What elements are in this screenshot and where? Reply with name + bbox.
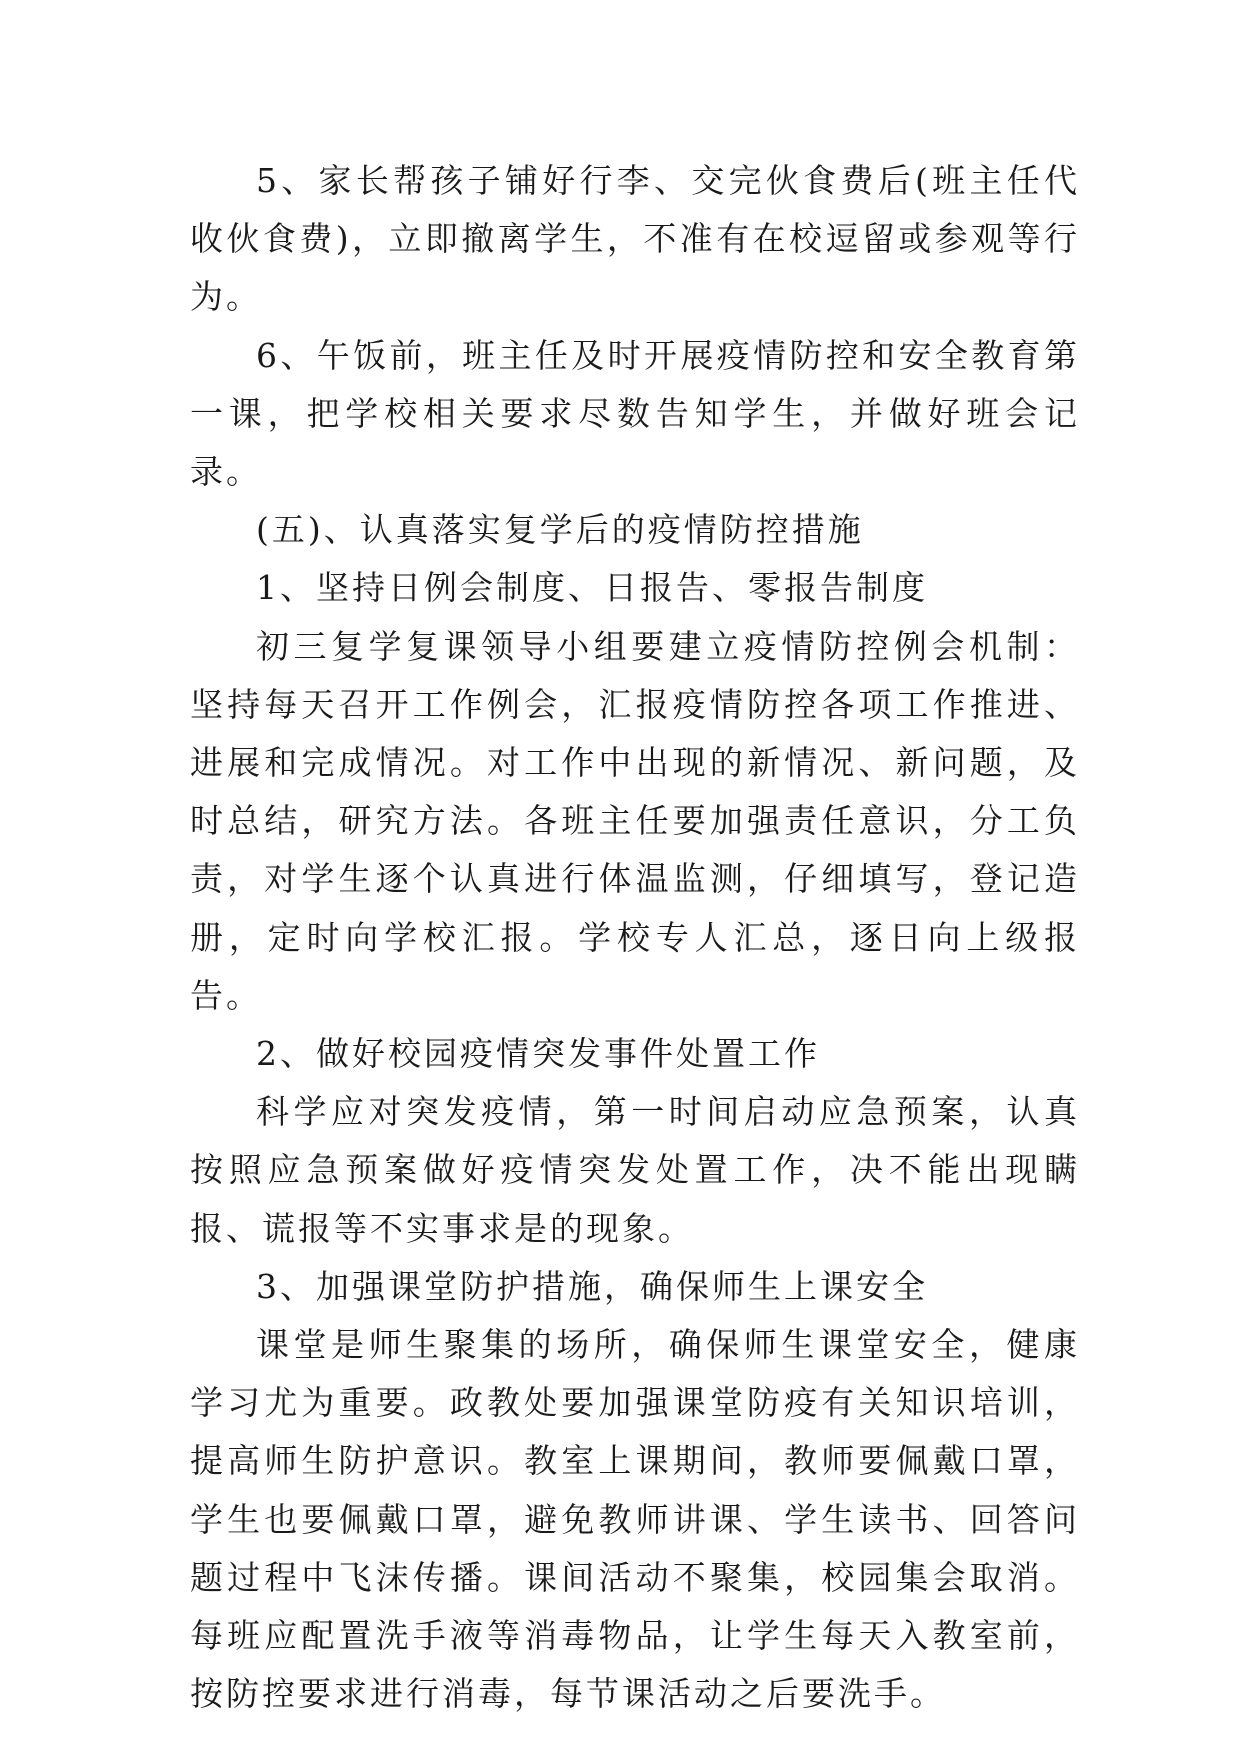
subheading-3: 3、加强课堂防护措施，确保师生上课安全 xyxy=(256,1266,928,1306)
paragraph-item-6: 6、午饭前，班主任及时开展疫情防控和安全教育第一课，把学校相关要求尽数告知学生，并做好班会记录。 xyxy=(190,335,1080,492)
paragraph-emergency: 科学应对突发疫情，第一时间启动应急预案，认真按照应急预案做好疫情突发处置工作，决不能出现瞒报、谎报等不实事求是的现象。 xyxy=(190,1092,1080,1248)
subheading-2: 2、做好校园疫情突发事件处置工作 xyxy=(256,1034,820,1074)
subheading-1: 1、坚持日例会制度、日报告、零报告制度 xyxy=(256,568,928,608)
paragraph-item-5: 5、家长帮孩子铺好行李、交完伙食费后(班主任代收伙食费)，立即撤离学生，不准有在校逗留或参观等行为。 xyxy=(190,161,1080,317)
paragraph-meeting-system: 初三复学复课领导小组要建立疫情防控例会机制：坚持每天召开工作例会，汇报疫情防控各项工作推进、进展和完成情况。对工作中出现的新情况、新问题，及时总结，研究方法。各班主任要加强责任意识，分工负责，对学生逐个认真进行体温监测，仔细填写，登记造册，定时向学校汇报。学校专人汇总，逐日向上级报告。 xyxy=(190,626,1080,1015)
document-page xyxy=(190,152,1080,1723)
section-heading-5: (五)、认真落实复学后的疫情防控措施 xyxy=(256,510,864,550)
paragraph-classroom: 课堂是师生聚集的场所，确保师生课堂安全，健康学习尤为重要。政教处要加强课堂防疫有关知识培训，提高师生防护意识。教室上课期间，教师要佩戴口罩，学生也要佩戴口罩，避免教师讲课、学生读书、回答问题过程中飞沫传播。课间活动不聚集，校园集会取消。每班应配置洗手液等消毒物品，让学生每天入教室前，按防控要求进行消毒，每节课活动之后要洗手。 xyxy=(190,1325,1080,1714)
